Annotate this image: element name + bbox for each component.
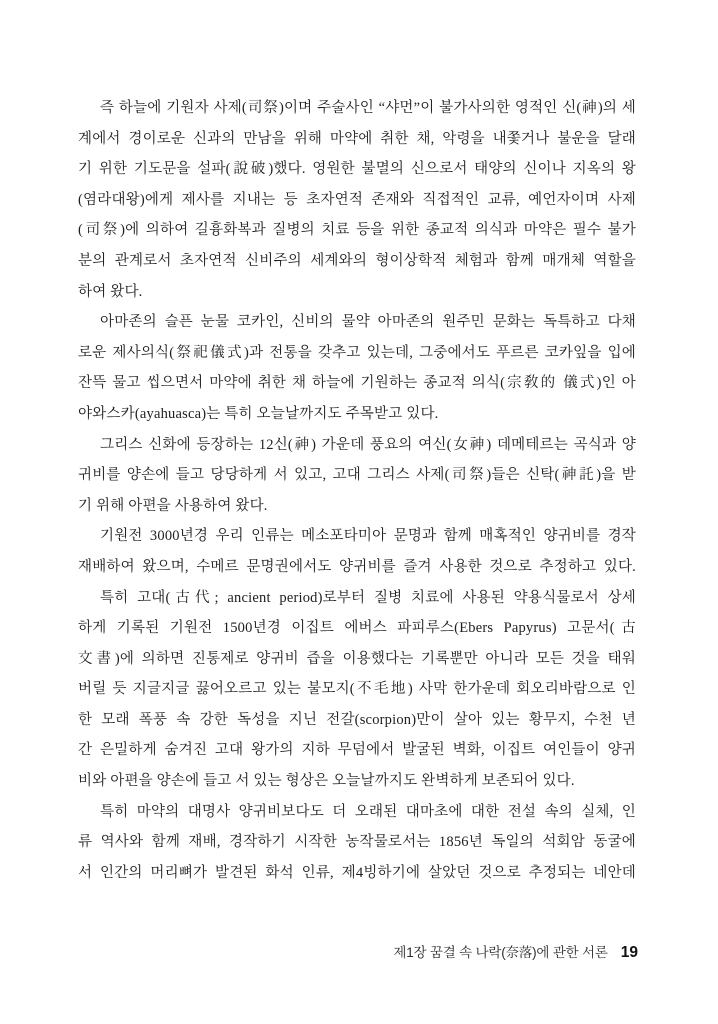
paragraph: [78, 797, 636, 889]
text-line: (염라대왕)에게 제사를 지내는 등 초자연적 존재와 직접적인 교류, 예언자이며 사제: [78, 191, 636, 208]
running-head: 제1장 꿈결 속 나락(奈落)에 관한 서론: [393, 945, 608, 960]
page-footer: [393, 941, 638, 962]
text-line: 하게 기록된 기원전 1500년경 이집트 에버스 파피루스(Ebers Papyrus) 고문서(古: [78, 620, 636, 637]
page-body-text: [78, 93, 636, 888]
text-line: 류 역사와 함께 재배, 경작하기 시작한 농작물로서는 1856년 독일의 석회암 동굴에: [78, 834, 636, 851]
text-line: (司祭)에 의하여 길흉화복과 질병의 치료 등을 위한 종교적 의식과 마약은 필수 불가: [78, 222, 636, 239]
text-line: 분의 관계로서 초자연적 신비주의 세계와의 형이상학적 체험과 함께 매개체 역할을: [78, 252, 636, 269]
paragraph: [78, 430, 636, 522]
paragraph: [78, 93, 636, 307]
text-line: 특히 마약의 대명사 양귀비보다도 더 오래된 대마초에 대한 전설 속의 실체, 인: [100, 803, 636, 820]
text-line: 야와스카(ayahuasca)는 특히 오늘날까지도 주목받고 있다.: [78, 405, 439, 422]
text-line: 비와 아편을 양손에 들고 서 있는 형상은 오늘날까지도 완벽하게 보존되어 있다.: [78, 773, 575, 790]
text-line: 기 위해 아편을 사용하여 왔다.: [78, 497, 268, 514]
text-line: 기 위한 기도문을 설파(說破)했다. 영원한 불멸의 신으로서 태양의 신이나 지옥의 왕: [78, 161, 636, 178]
paragraph: [78, 307, 636, 429]
text-line: 그리스 신화에 등장하는 12신(神) 가운데 풍요의 여신(女神) 데메테르는 곡식과 양: [100, 436, 636, 453]
text-line: 계에서 경이로운 신과의 만남을 위해 마약에 취한 채, 악령을 내쫓거나 불운을 달래: [78, 130, 636, 147]
text-line: 한 모래 폭풍 속 강한 독성을 지닌 전갈(scorpion)만이 살아 있는 황무지, 수천 년: [78, 711, 636, 728]
text-line: 귀비를 양손에 들고 당당하게 서 있고, 고대 그리스 사제(司祭)들은 신탁(神託)을 받: [78, 467, 636, 484]
text-line: 특히 고대(古代; ancient period)로부터 질병 치료에 사용된 약용식물로서 상세: [100, 589, 636, 606]
text-line: 재배하여 왔으며, 수메르 문명권에서도 양귀비를 즐겨 사용한 것으로 추정하고 있다.: [78, 558, 636, 575]
text-line: 버릴 듯 지글지글 끓어오르고 있는 불모지(不毛地) 사막 한가운데 회오리바람으로 인: [78, 681, 636, 698]
page-number: 19: [620, 944, 638, 961]
text-line: 기원전 3000년경 우리 인류는 메소포타미아 문명과 함께 매혹적인 양귀비를 경작: [100, 528, 636, 545]
text-line: 간 은밀하게 숨겨진 고대 왕가의 지하 무덤에서 발굴된 벽화, 이집트 여인들이 양귀: [78, 742, 636, 759]
text-line: 로운 제사의식(祭祀儀式)과 전통을 갖추고 있는데, 그중에서도 푸르른 코카잎을 입에: [78, 344, 636, 361]
text-line: 하여 왔다.: [78, 283, 143, 300]
paragraph: [78, 521, 636, 582]
text-line: 잔뜩 물고 씹으면서 마약에 취한 채 하늘에 기원하는 종교적 의식(宗敎的 儀式)인 아: [78, 375, 636, 392]
text-line: 즉 하늘에 기원자 사제(司祭)이며 주술사인 “샤먼”이 불가사의한 영적인 신(神)의 세: [100, 100, 636, 116]
text-line: 文書)에 의하면 진통제로 양귀비 즙을 이용했다는 기록뿐만 아니라 모든 것을 태워: [78, 650, 636, 667]
text-line: 서 인간의 머리뼈가 발견된 화석 인류, 제4빙하기에 살았던 것으로 추정되는 네안데: [78, 864, 636, 881]
text-line: 아마존의 슬픈 눈물 코카인, 신비의 물약 아마존의 원주민 문화는 독특하고 다채: [100, 314, 636, 331]
paragraph: [78, 583, 636, 797]
